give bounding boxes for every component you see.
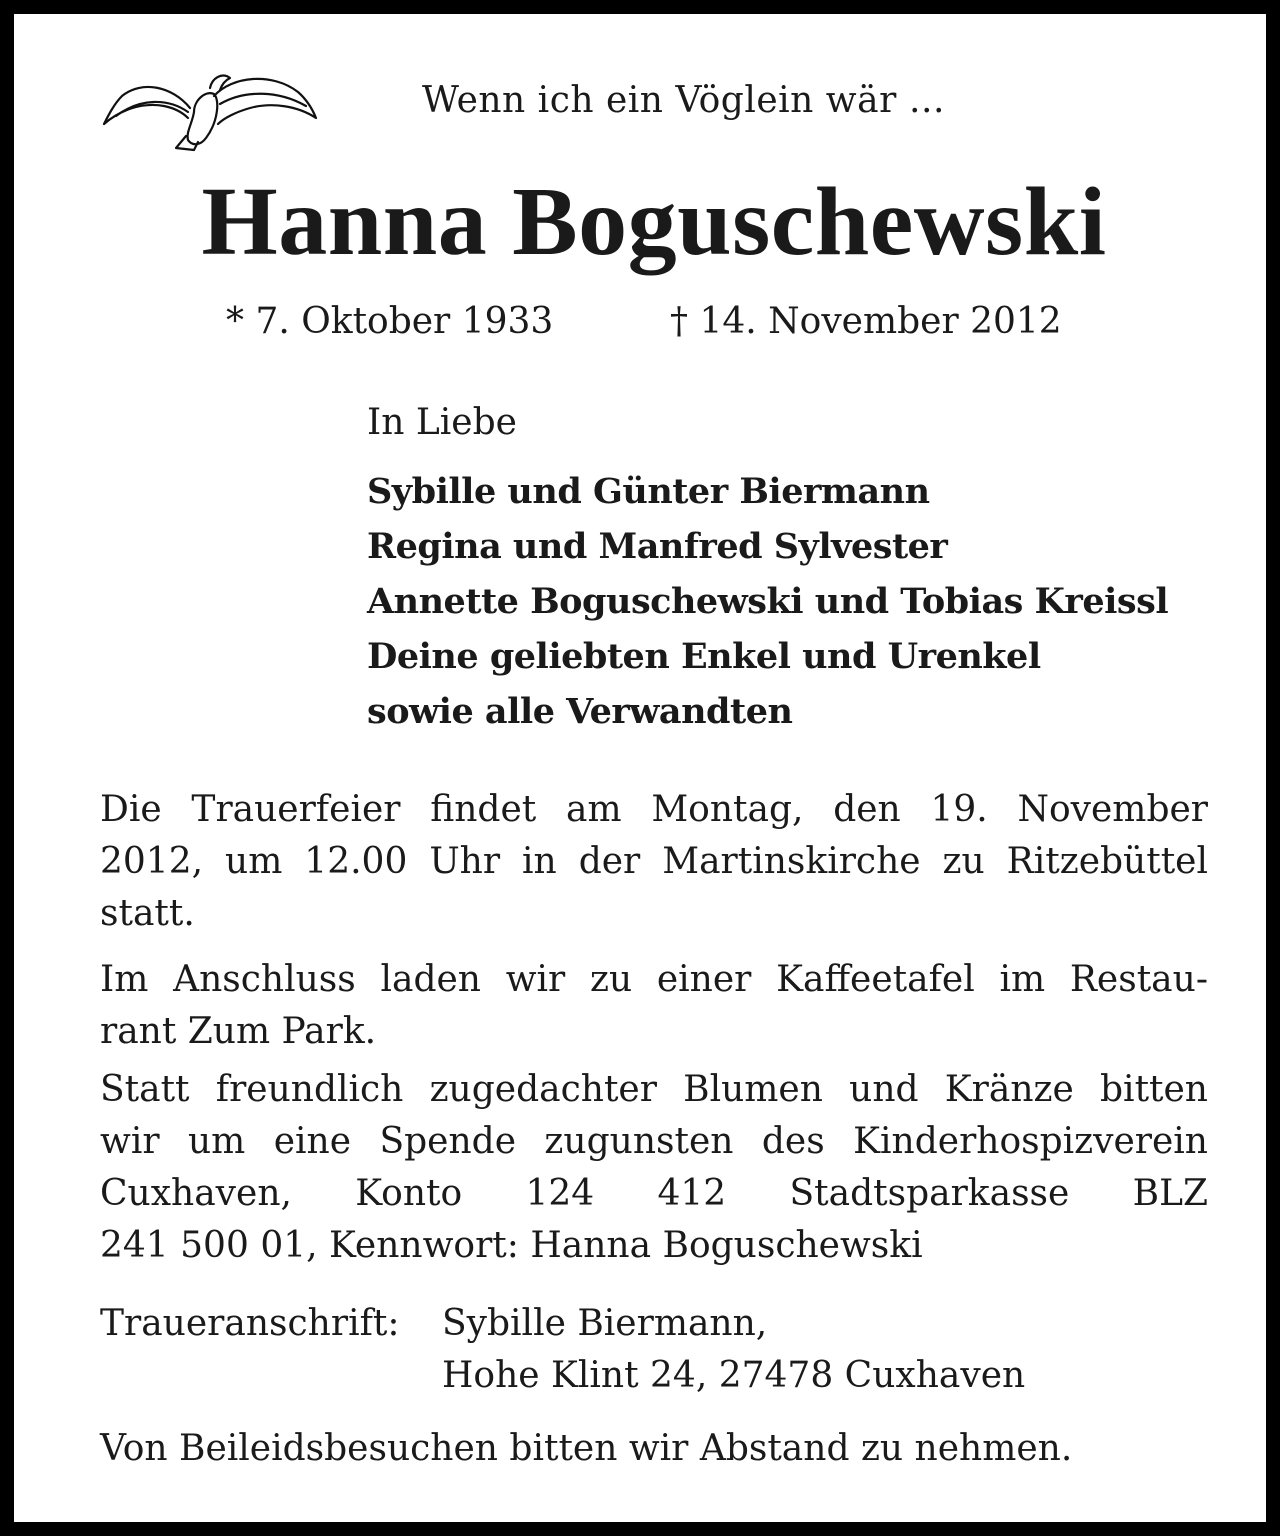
service-line: statt. bbox=[100, 893, 195, 934]
mourner-entry: Deine geliebten Enkel und Urenkel bbox=[367, 636, 1041, 677]
reception-paragraph bbox=[100, 954, 1208, 1058]
birth-date: * 7. Oktober 1933 bbox=[226, 301, 554, 342]
address-label: Traueranschrift: bbox=[100, 1303, 400, 1344]
mourner-entry: Annette Boguschewski und Tobias Kreissl bbox=[367, 581, 1169, 622]
donation-paragraph bbox=[100, 1064, 1208, 1272]
reception-line: Im Anschluss laden wir zu einer Kaffeetafel im Restau- bbox=[100, 959, 1208, 1000]
seagull-icon bbox=[102, 66, 318, 156]
mourner-entry: Regina und Manfred Sylvester bbox=[367, 526, 948, 567]
address-line: Hohe Klint 24, 27478 Cuxhaven bbox=[442, 1355, 1026, 1396]
motto-line: Wenn ich ein Vöglein wär … bbox=[422, 80, 946, 121]
address-line: Sybille Biermann, bbox=[442, 1303, 768, 1344]
mourners-list bbox=[367, 464, 1168, 739]
donation-line: wir um eine Spende zugunsten des Kinderhospizverein bbox=[100, 1121, 1208, 1162]
donation-line: Statt freundlich zugedachter Blumen und Kränze bitten bbox=[100, 1069, 1208, 1110]
mourner-entry: sowie alle Verwandten bbox=[367, 691, 793, 732]
service-line: Die Trauerfeier findet am Montag, den 19. November bbox=[100, 789, 1208, 830]
mourning-address bbox=[442, 1298, 1025, 1402]
deceased-name: Hanna Boguschewski bbox=[201, 168, 1107, 276]
donation-line: 241 500 01, Kennwort: Hanna Boguschewski bbox=[100, 1225, 923, 1266]
closing-note: Von Beileidsbesuchen bitten wir Abstand zu nehmen. bbox=[100, 1428, 1073, 1469]
service-line: 2012, um 12.00 Uhr in der Martinskirche zu Ritzebüttel bbox=[100, 841, 1208, 882]
donation-line: Cuxhaven, Konto 124 412 Stadtsparkasse BLZ bbox=[100, 1173, 1208, 1214]
death-date: † 14. November 2012 bbox=[670, 301, 1062, 342]
mourners-intro: In Liebe bbox=[367, 402, 517, 443]
reception-line: rant Zum Park. bbox=[100, 1011, 377, 1052]
service-paragraph bbox=[100, 784, 1208, 940]
mourner-entry: Sybille und Günter Biermann bbox=[367, 471, 930, 512]
